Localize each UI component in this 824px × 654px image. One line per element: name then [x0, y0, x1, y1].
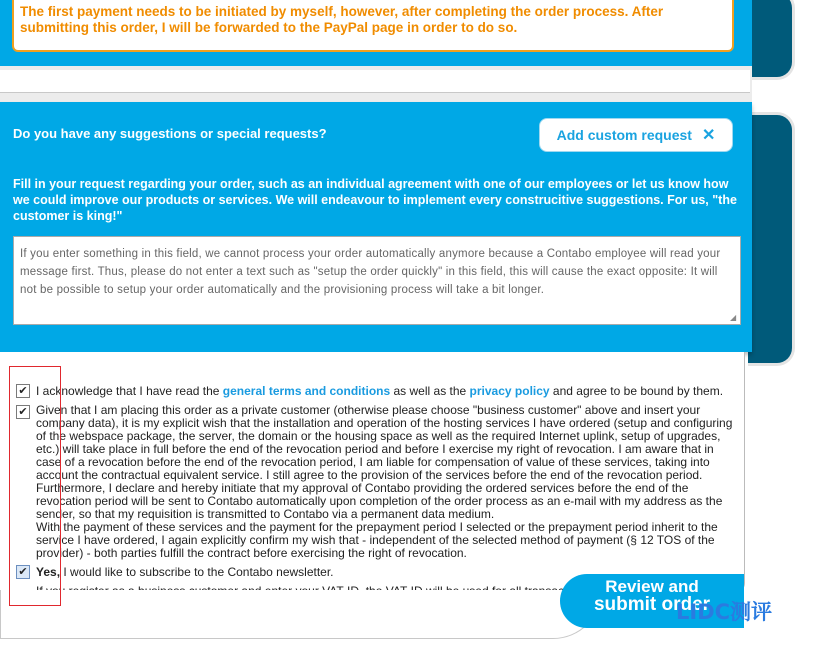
- add-custom-request-button[interactable]: [539, 118, 733, 152]
- newsletter-label: I would like to subscribe to the Contabo newsletter.: [60, 565, 334, 579]
- side-tab-top: [748, 0, 795, 80]
- side-tab-middle: [748, 112, 795, 366]
- add-custom-request-label: Add custom request: [556, 127, 692, 143]
- terms-middle: as well as the: [390, 384, 470, 398]
- payment-note: The first payment needs to be initiated by myself, however, after completing the order process. After submitting this order, I will be forwarded to the PayPal page in order to do so.: [12, 0, 734, 52]
- submit-line1: Review and: [605, 577, 699, 596]
- special-requests-panel: [0, 102, 752, 352]
- submit-line2: submit order: [593, 594, 711, 615]
- revocation-text: [36, 404, 736, 560]
- revocation-checkbox[interactable]: ✔: [16, 405, 30, 419]
- terms-suffix: and agree to be bound by them.: [549, 384, 724, 398]
- newsletter-yes: Yes,: [36, 565, 61, 579]
- section-separator-inner: [0, 70, 750, 92]
- special-requests-description: Fill in your request regarding your order, such as an individual agreement with one of our employees or let us know how we could improve our products or services. We will endeavour to implement every construcitive suggestions. For us, "the customer is king!": [13, 177, 737, 223]
- newsletter-text: [36, 566, 636, 579]
- textarea-placeholder: If you enter something in this field, we cannot process your order automatically anymore because a Contabo employee will read your message first. Thus, please do not enter a text such as "setup the order quickly" in this field, this will cause the exact opposite: It will not be possible to setup your order automatically and the provisioning process will take a bit longer.: [20, 248, 721, 296]
- payment-panel: [0, 0, 752, 66]
- revocation-text-part2: With the payment of these services and the payment for the prepayment period I selected or the prepayment period inherit to the service I have ordered, I again explicitly confirm my wish that - independent of the selected method of payment (§ 12 TOS of the provider) - both parties fulfill the contract before exercising the right of revocation.: [36, 520, 718, 560]
- terms-text: [36, 385, 736, 398]
- bottom-panel-edge: [0, 590, 602, 639]
- general-terms-link[interactable]: general terms and conditions: [222, 384, 391, 398]
- custom-request-textarea[interactable]: [13, 236, 741, 325]
- resize-grip-icon[interactable]: ◢: [730, 313, 737, 322]
- newsletter-checkbox[interactable]: ✔: [16, 565, 30, 579]
- revocation-text-part1: Given that I am placing this order as a private customer (otherwise please choose "business customer" above and insert your company data), it is my explicit wish that the installation and operation of the hosting services I have ordered (setup and configuring of the webspace package, the server, the domain or the housing space as well as the required Internet uplink, setup of upgrades, etc.) will take place in full before the end of the revocation period and before I exercise my right of revocation. I am aware that in case of a revocation before the end of the revocation period, I am liable for compensation of value of these services, taking into account the contractual equivalent service. I still agree to the provision of the services before the end of the revocation period. Furthermore, I declare and hereby initiate that my approval of Contabo providing the ordered services before the end of the revocation period will be sent to Contabo automatically upon completion of the order process as an e-mail with my address as the sender, so that my requisition is transmitted to Contabo via a permanent data medium.: [36, 403, 733, 521]
- privacy-policy-link[interactable]: privacy policy: [469, 384, 550, 398]
- terms-checkbox[interactable]: ✔: [16, 384, 30, 398]
- section-divider-line: [0, 92, 750, 93]
- close-icon: ✕: [701, 127, 716, 144]
- special-requests-title: Do you have any suggestions or special requests?: [13, 126, 327, 141]
- watermark-logo: LIDC测评: [676, 600, 773, 624]
- terms-prefix: I acknowledge that I have read the: [36, 384, 223, 398]
